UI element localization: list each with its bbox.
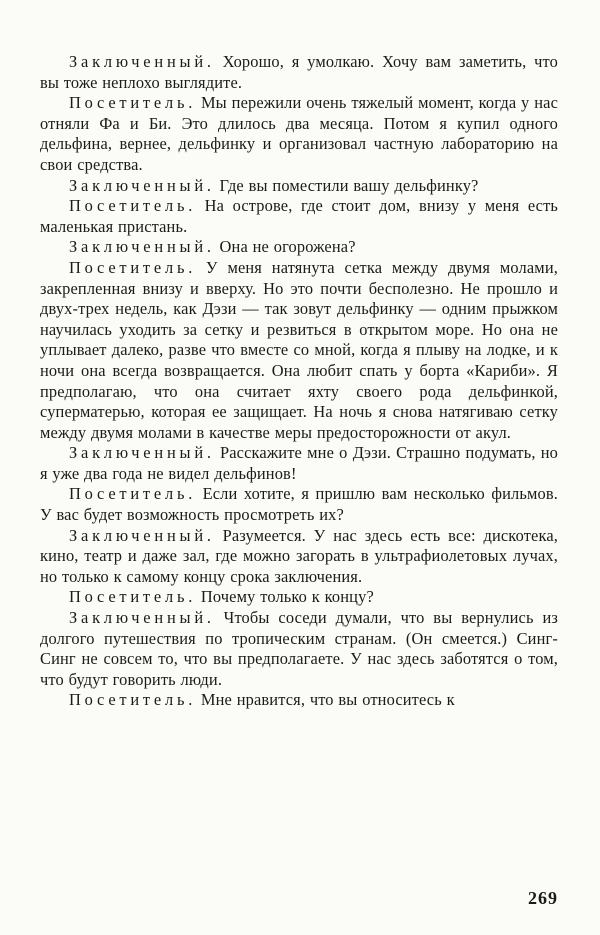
speaker-name: Заключенный. (69, 443, 215, 463)
dialogue-paragraph (40, 237, 558, 258)
speaker-name: Заключенный. (69, 525, 215, 545)
speaker-name: Посетитель. (69, 587, 197, 607)
dialogue-paragraph (40, 587, 558, 608)
dialogue-paragraph (40, 52, 558, 93)
dialogue-paragraph (40, 176, 558, 197)
dialogue-line: Разумеется. У нас здесь есть все: дискотека, кино, театр и даже зал, где можно загорать в ультрафиолетовых лучах, но только к самому концу срока заключения. (40, 525, 558, 586)
speaker-name: Посетитель. (69, 257, 197, 277)
dialogue-paragraph (40, 484, 558, 525)
dialogue-line: Хорошо, я умолкаю. Хочу вам заметить, что вы тоже неплохо выглядите. (40, 52, 559, 92)
page-number: 269 (528, 888, 558, 908)
dialogue-line: Мы пережили очень тяжелый момент, когда у нас отняли Фа и Би. Это длилось два месяца. Потом я купил одного дельфина, вернее, дельфинку и организовал частную лабораторию на свои средства. (40, 93, 559, 174)
dialogue-line: Мне нравится, что вы относитесь к (200, 690, 455, 710)
dialogue-paragraph (40, 608, 558, 690)
dialogue-line: Чтобы соседи думали, что вы вернулись из долгого путешествия по тропическим странам. (Он смеется.) Синг-Синг не совсем то, что вы предполагаете. У нас здесь заботятся о том, что будут говорить люди. (40, 608, 559, 689)
dialogue-paragraph (40, 196, 558, 237)
dialogue-line: Расскажите мне о Дэзи. Страшно подумать, но я уже два года не видел дельфинов! (40, 443, 559, 483)
speaker-name: Заключенный. (69, 237, 215, 257)
speaker-name: Заключенный. (69, 52, 215, 71)
dialogue-paragraph (40, 258, 558, 443)
dialogue-paragraph (40, 93, 558, 175)
speaker-name: Посетитель. (69, 196, 197, 216)
dialogue-line: Она не огорожена? (219, 237, 356, 257)
dialogue-paragraph (40, 690, 558, 711)
speaker-name: Заключенный. (69, 608, 215, 628)
dialogue-line: У меня натянута сетка между двумя молами, закрепленная внизу и вверху. Но это почти бесполезно. Не прошло и двух-трех недель, как Дэзи — так зовут дельфинку — одним прыжком научилась уходить за сетку и резвиться в открытом море. Но она не уплывает далеко, разве что вместе со мной, когда я плыву на лодке, и к ночи она всегда возвращается. Она любит спать у борта «Кариби». Я предполагаю, что она считает яхту своего рода дельфинкой, суперматерью, которая ее защищает. На ночь я снова натягиваю сетку между двумя молами в качестве меры предосторожности от акул. (40, 257, 558, 442)
dialogue-line: На острове, где стоит дом, внизу у меня есть маленькая пристань. (40, 196, 559, 236)
speaker-name: Посетитель. (69, 690, 197, 710)
speaker-name: Заключенный. (69, 175, 215, 195)
dialogue-paragraph (40, 526, 558, 588)
dialogue-text-block (40, 52, 558, 711)
dialogue-line: Почему только к концу? (200, 587, 374, 607)
dialogue-paragraph (40, 443, 558, 484)
dialogue-line: Если хотите, я пришлю вам несколько фильмов. У вас будет возможность просмотреть их? (40, 484, 558, 525)
dialogue-line: Где вы поместили вашу дельфинку? (219, 175, 479, 195)
speaker-name: Посетитель. (69, 93, 197, 113)
speaker-name: Посетитель. (69, 484, 197, 504)
